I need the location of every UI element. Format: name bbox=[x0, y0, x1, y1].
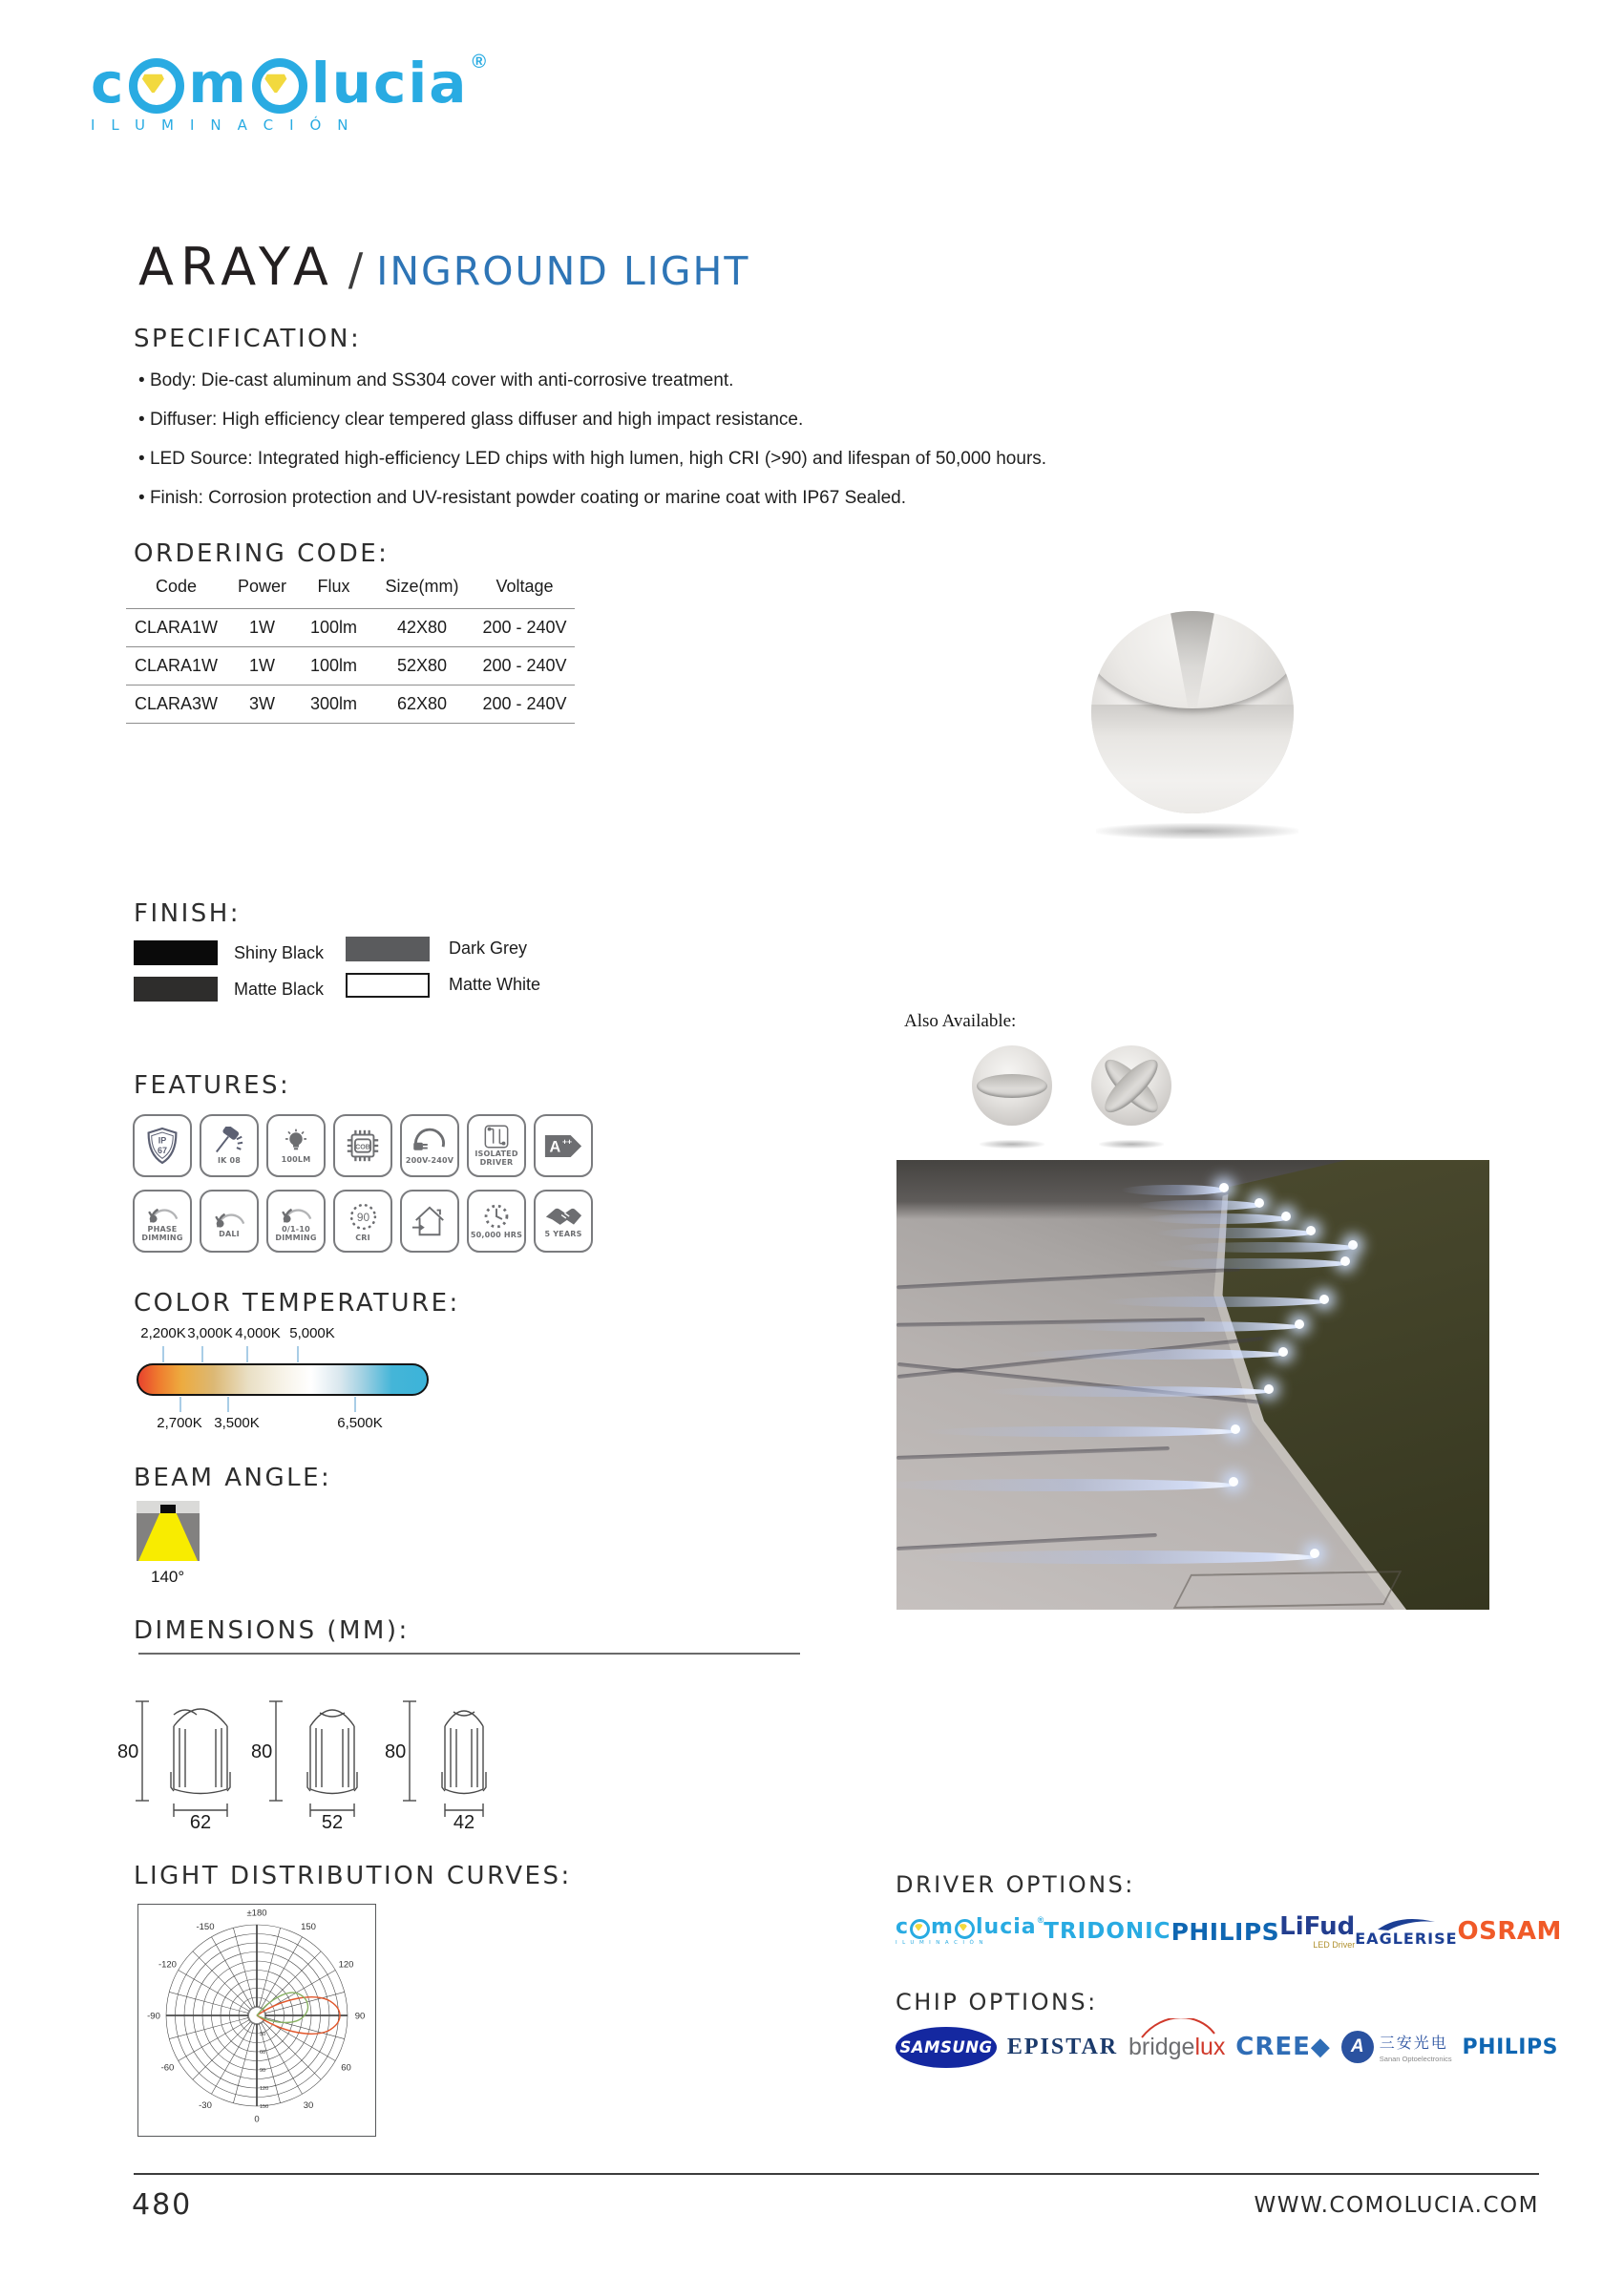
svg-text:±180: ±180 bbox=[246, 1908, 267, 1919]
cell-power: 3W bbox=[226, 686, 298, 724]
bulb-icon bbox=[280, 1128, 312, 1154]
table-row bbox=[126, 686, 575, 724]
feature-voltage bbox=[400, 1114, 459, 1177]
light-beam bbox=[984, 1386, 1271, 1397]
light-beam bbox=[896, 1479, 1235, 1491]
dimmer-dial-icon bbox=[279, 1200, 313, 1224]
bullet-text: Diffuser: High efficiency clear tempered glass diffuser and high impact resistance. bbox=[149, 410, 804, 430]
feature-ip67 bbox=[133, 1114, 192, 1177]
feature-label: PHASE DIMMING bbox=[141, 1225, 183, 1242]
svg-text:-90: -90 bbox=[147, 2011, 160, 2022]
logo-letters: c bbox=[91, 51, 126, 116]
power-plug-icon bbox=[411, 1127, 449, 1155]
bullet-item: • Diffuser: High efficiency clear tempered glass diffuser and high impact resistance. bbox=[138, 410, 804, 430]
scale-tick bbox=[227, 1397, 229, 1412]
product-name: ARAYA bbox=[138, 237, 335, 297]
light-beam bbox=[1155, 1228, 1313, 1238]
chip-brands-row bbox=[896, 2022, 1558, 2072]
bullet-text: Finish: Corrosion protection and UV-resistant powder coating or marine coat with IP67 Sealed. bbox=[149, 488, 907, 508]
bullet-item: • LED Source: Integrated high-efficiency LED chips with high lumen, high CRI (>90) and lifespan of 50,000 hours. bbox=[138, 449, 1047, 469]
also-available-label: Also Available: bbox=[904, 1011, 1017, 1031]
distribution-heading: LIGHT DISTRIBUTION CURVES: bbox=[134, 1862, 572, 1890]
feature-label: ISOLATED DRIVER bbox=[475, 1150, 518, 1167]
feature-0-1-10-dimming bbox=[266, 1190, 326, 1253]
svg-text:67: 67 bbox=[157, 1146, 168, 1156]
svg-text:COB: COB bbox=[355, 1143, 370, 1151]
light-beam bbox=[1137, 1200, 1261, 1211]
driver-brand-comolucia bbox=[896, 1917, 1044, 1946]
logo-letters: lucia bbox=[975, 1915, 1037, 1939]
feature-label: 200V-240V bbox=[405, 1156, 454, 1165]
feature-lifespan bbox=[467, 1190, 526, 1253]
feature-energy-class bbox=[534, 1114, 593, 1177]
feature-warranty bbox=[534, 1190, 593, 1253]
beam-angle-heading: BEAM ANGLE: bbox=[134, 1464, 332, 1492]
column-header: Code bbox=[155, 577, 198, 596]
light-distribution-chart bbox=[137, 1904, 376, 2137]
dimension-drawing-62 bbox=[110, 1677, 253, 1829]
ordering-code-heading: ORDERING CODE: bbox=[134, 539, 390, 568]
finish-label: Shiny Black bbox=[234, 943, 325, 962]
logo-subtitle: ILUMINACIÓN bbox=[91, 116, 365, 134]
kelvin-label: 5,000K bbox=[289, 1325, 335, 1341]
brand-wordmark bbox=[91, 51, 487, 116]
bullet-item: • Finish: Corrosion protection and UV-resistant powder coating or marine coat with IP67 Sealed. bbox=[138, 488, 907, 508]
svg-text:62: 62 bbox=[189, 1812, 212, 1829]
driver-options-heading: DRIVER OPTIONS: bbox=[896, 1871, 1135, 1898]
finish-heading: FINISH: bbox=[134, 899, 242, 928]
svg-text:52: 52 bbox=[321, 1812, 344, 1829]
variant-shadow bbox=[980, 1140, 1044, 1149]
variant-two-way bbox=[972, 1045, 1052, 1126]
cell-voltage: 200 - 240V bbox=[475, 609, 575, 647]
energy-label-icon bbox=[543, 1132, 583, 1160]
page-title bbox=[138, 237, 749, 297]
svg-text:-30: -30 bbox=[199, 2100, 212, 2112]
chip-brand-samsung: SAMSUNG bbox=[896, 2027, 997, 2068]
cell-code: CLARA1W bbox=[126, 647, 226, 686]
svg-text:80: 80 bbox=[385, 1741, 407, 1762]
svg-text:120: 120 bbox=[338, 1959, 354, 1971]
logo-letters: m bbox=[931, 1915, 954, 1939]
specification-heading: SPECIFICATION: bbox=[134, 325, 362, 353]
light-beam bbox=[922, 1426, 1237, 1437]
logo-letters: m bbox=[188, 51, 248, 116]
feature-label: 50,000 HRS bbox=[470, 1231, 523, 1239]
finish-swatch-matte-white bbox=[346, 973, 430, 998]
svg-text:120: 120 bbox=[260, 2086, 269, 2092]
scale-tick bbox=[354, 1397, 356, 1412]
variant-cutout bbox=[977, 1074, 1047, 1098]
pavement-joint bbox=[896, 1446, 1170, 1460]
product-photo bbox=[1091, 611, 1294, 813]
driver-brand-lifud: LiFud LED Driver bbox=[1279, 1911, 1356, 1950]
feature-dali bbox=[200, 1190, 259, 1253]
website-url: WWW.COMOLUCIA.COM bbox=[1254, 2193, 1539, 2218]
column-header: Power bbox=[237, 577, 287, 596]
cell-flux: 300lm bbox=[298, 686, 369, 724]
feature-cob bbox=[333, 1114, 392, 1177]
color-temperature-bar bbox=[137, 1363, 429, 1396]
kelvin-label: 4,000K bbox=[235, 1325, 281, 1341]
svg-text:-150: -150 bbox=[196, 1921, 215, 1932]
cri-90-icon bbox=[348, 1201, 379, 1233]
svg-text:++: ++ bbox=[562, 1136, 573, 1147]
product-category: INGROUND LIGHT bbox=[376, 248, 750, 294]
kelvin-label: 3,500K bbox=[214, 1415, 260, 1431]
features-heading: FEATURES: bbox=[134, 1071, 291, 1100]
table-header-row bbox=[126, 571, 575, 609]
scale-tick bbox=[179, 1397, 181, 1412]
logo-o-icon bbox=[910, 1919, 930, 1939]
pavement-joint bbox=[896, 1533, 1157, 1550]
svg-text:-60: -60 bbox=[160, 2062, 175, 2074]
svg-text:A: A bbox=[549, 1138, 561, 1156]
pavement-joint bbox=[896, 1268, 1240, 1290]
cell-size: 42X80 bbox=[369, 609, 475, 647]
logo-o-icon bbox=[129, 58, 184, 114]
color-temperature-heading: COLOR TEMPERATURE: bbox=[134, 1289, 460, 1318]
driver-brand-tridonic: TRIDONIC bbox=[1044, 1919, 1171, 1944]
logo-subtitle: ILUMINACIÓN bbox=[896, 1940, 988, 1946]
svg-text:60: 60 bbox=[260, 2050, 266, 2056]
driver-brand-osram: OSRAM bbox=[1457, 1917, 1562, 1946]
dimension-drawing-42 bbox=[377, 1677, 520, 1829]
finish-label: Matte Black bbox=[234, 980, 325, 999]
sanan-badge-icon: A bbox=[1341, 2031, 1374, 2063]
finish-swatch-dark-grey bbox=[346, 937, 430, 961]
cell-flux: 100lm bbox=[298, 647, 369, 686]
dimmer-dial-icon bbox=[212, 1205, 246, 1229]
impact-hammer-icon bbox=[212, 1127, 246, 1155]
cell-voltage: 200 - 240V bbox=[475, 686, 575, 724]
svg-text:90: 90 bbox=[260, 2068, 266, 2074]
cell-code: CLARA1W bbox=[126, 609, 226, 647]
cell-code: CLARA3W bbox=[126, 686, 226, 724]
cell-power: 1W bbox=[226, 647, 298, 686]
feature-indoor bbox=[400, 1190, 459, 1253]
kelvin-label: 3,000K bbox=[187, 1325, 233, 1341]
light-beam bbox=[1178, 1242, 1355, 1253]
column-header: Flux bbox=[317, 577, 350, 596]
feature-label: DALI bbox=[219, 1229, 240, 1238]
finish-label: Matte White bbox=[449, 975, 541, 994]
brand-logo bbox=[91, 51, 487, 134]
light-beam bbox=[1145, 1213, 1288, 1224]
chip-brand-epistar: EPISTAR bbox=[1006, 2034, 1119, 2059]
svg-text:30: 30 bbox=[260, 2032, 266, 2037]
light-beam bbox=[1102, 1297, 1326, 1307]
handshake-icon bbox=[543, 1205, 583, 1229]
svg-text:90: 90 bbox=[356, 1210, 369, 1224]
light-beam bbox=[1018, 1349, 1285, 1360]
kelvin-label: 2,200K bbox=[140, 1325, 186, 1341]
finish-swatch-matte-black bbox=[134, 977, 218, 1002]
bullet-text: LED Source: Integrated high-efficiency LED chips with high lumen, high CRI (>90) and lifespan of 50,000 hours. bbox=[149, 449, 1047, 469]
dimmer-dial-icon bbox=[145, 1200, 179, 1224]
polar-chart-icon bbox=[138, 1905, 375, 2136]
driver-brand-philips: PHILIPS bbox=[1171, 1917, 1280, 1946]
cell-flux: 100lm bbox=[298, 609, 369, 647]
svg-text:0: 0 bbox=[254, 2114, 260, 2125]
finish-swatch-shiny-black bbox=[134, 940, 218, 965]
svg-text:60: 60 bbox=[341, 2062, 351, 2074]
finish-label: Dark Grey bbox=[449, 939, 528, 958]
light-beam bbox=[916, 1550, 1317, 1564]
chip-brand-bridgelux: bridgelux bbox=[1128, 2034, 1225, 2061]
feature-label: CRI bbox=[355, 1233, 370, 1242]
variant-four-way bbox=[1091, 1045, 1171, 1126]
chip-options-heading: CHIP OPTIONS: bbox=[896, 1989, 1098, 2015]
chip-brand-cree: CREE◆ bbox=[1235, 2033, 1331, 2061]
column-header: Voltage bbox=[496, 577, 554, 596]
svg-text:150: 150 bbox=[301, 1921, 316, 1932]
ordering-code-table bbox=[126, 571, 575, 724]
registered-mark: ® bbox=[1037, 1915, 1044, 1925]
svg-text:150: 150 bbox=[260, 2104, 269, 2110]
scale-tick bbox=[162, 1346, 164, 1362]
cell-power: 1W bbox=[226, 609, 298, 647]
feature-cri bbox=[333, 1190, 392, 1253]
feature-isolated-driver bbox=[467, 1114, 526, 1177]
chip-brand-philips: PHILIPS bbox=[1462, 2035, 1558, 2059]
house-icon bbox=[411, 1203, 448, 1239]
kelvin-label: 6,500K bbox=[337, 1415, 383, 1431]
svg-text:42: 42 bbox=[453, 1812, 475, 1829]
scale-tick bbox=[297, 1346, 299, 1362]
kelvin-label: 2,700K bbox=[157, 1415, 202, 1431]
svg-text:80: 80 bbox=[117, 1741, 139, 1762]
variant-shadow bbox=[1099, 1140, 1164, 1149]
bullet-item: • Body: Die-cast aluminum and SS304 cover with anti-corrosive treatment. bbox=[138, 370, 734, 390]
page-number: 480 bbox=[132, 2188, 193, 2222]
cell-size: 62X80 bbox=[369, 686, 475, 724]
svg-text:-120: -120 bbox=[158, 1959, 177, 1971]
scale-tick bbox=[246, 1346, 248, 1362]
driver-brands-row bbox=[896, 1908, 1562, 1955]
clock-icon bbox=[481, 1203, 512, 1230]
pavement-joint bbox=[897, 1362, 1263, 1404]
beam-angle-icon bbox=[137, 1501, 200, 1561]
chip-brand-sanan: A 三安光电 Sanan Optoelectronics bbox=[1341, 2031, 1452, 2063]
feature-label: 100LM bbox=[281, 1154, 311, 1164]
product-shadow bbox=[1096, 823, 1298, 839]
installation-photo bbox=[896, 1160, 1489, 1610]
feature-label: 5 YEARS bbox=[544, 1229, 582, 1238]
feature-phase-dimming bbox=[133, 1190, 192, 1253]
light-beam bbox=[1121, 1185, 1226, 1195]
table-row bbox=[126, 609, 575, 647]
svg-text:90: 90 bbox=[354, 2011, 366, 2022]
divider-line bbox=[138, 1653, 800, 1655]
cell-voltage: 200 - 240V bbox=[475, 647, 575, 686]
light-cone-icon bbox=[137, 1513, 200, 1561]
column-header: Size(mm) bbox=[385, 577, 459, 596]
dimensions-heading: DIMENSIONS (MM): bbox=[134, 1616, 410, 1645]
title-separator: / bbox=[348, 243, 364, 295]
footer-divider bbox=[134, 2173, 1539, 2175]
logo-o-icon bbox=[252, 58, 307, 114]
feature-label: IK 08 bbox=[217, 1156, 242, 1165]
cell-size: 52X80 bbox=[369, 647, 475, 686]
logo-letters: lucia bbox=[310, 51, 469, 116]
pavement-slab bbox=[1173, 1571, 1403, 1609]
scale-tick bbox=[201, 1346, 203, 1362]
light-beam bbox=[1151, 1258, 1347, 1269]
light-beam bbox=[1058, 1321, 1301, 1332]
registered-mark: ® bbox=[472, 51, 487, 73]
table-row bbox=[126, 647, 575, 686]
svg-text:80: 80 bbox=[251, 1741, 273, 1762]
driver-brand-eaglerise: EAGLERISE bbox=[1355, 1917, 1457, 1947]
beam-angle-value: 140° bbox=[151, 1568, 185, 1586]
logo-o-icon bbox=[955, 1919, 975, 1939]
product-diffuser bbox=[1091, 705, 1294, 813]
feature-ik08 bbox=[200, 1114, 259, 1177]
svg-text:IP: IP bbox=[158, 1135, 167, 1146]
feature-lumen bbox=[266, 1114, 326, 1177]
dimension-drawing-52 bbox=[243, 1677, 387, 1829]
logo-letters: c bbox=[896, 1915, 910, 1939]
bridgelux-arc-icon bbox=[1136, 2018, 1218, 2039]
isolated-driver-icon bbox=[482, 1125, 511, 1149]
bullet-text: Body: Die-cast aluminum and SS304 cover with anti-corrosive treatment. bbox=[149, 370, 734, 390]
feature-label: 0/1-10 DIMMING bbox=[275, 1225, 317, 1242]
svg-text:30: 30 bbox=[303, 2100, 314, 2112]
ip67-shield-icon bbox=[145, 1127, 179, 1165]
cob-chip-icon bbox=[343, 1127, 383, 1165]
